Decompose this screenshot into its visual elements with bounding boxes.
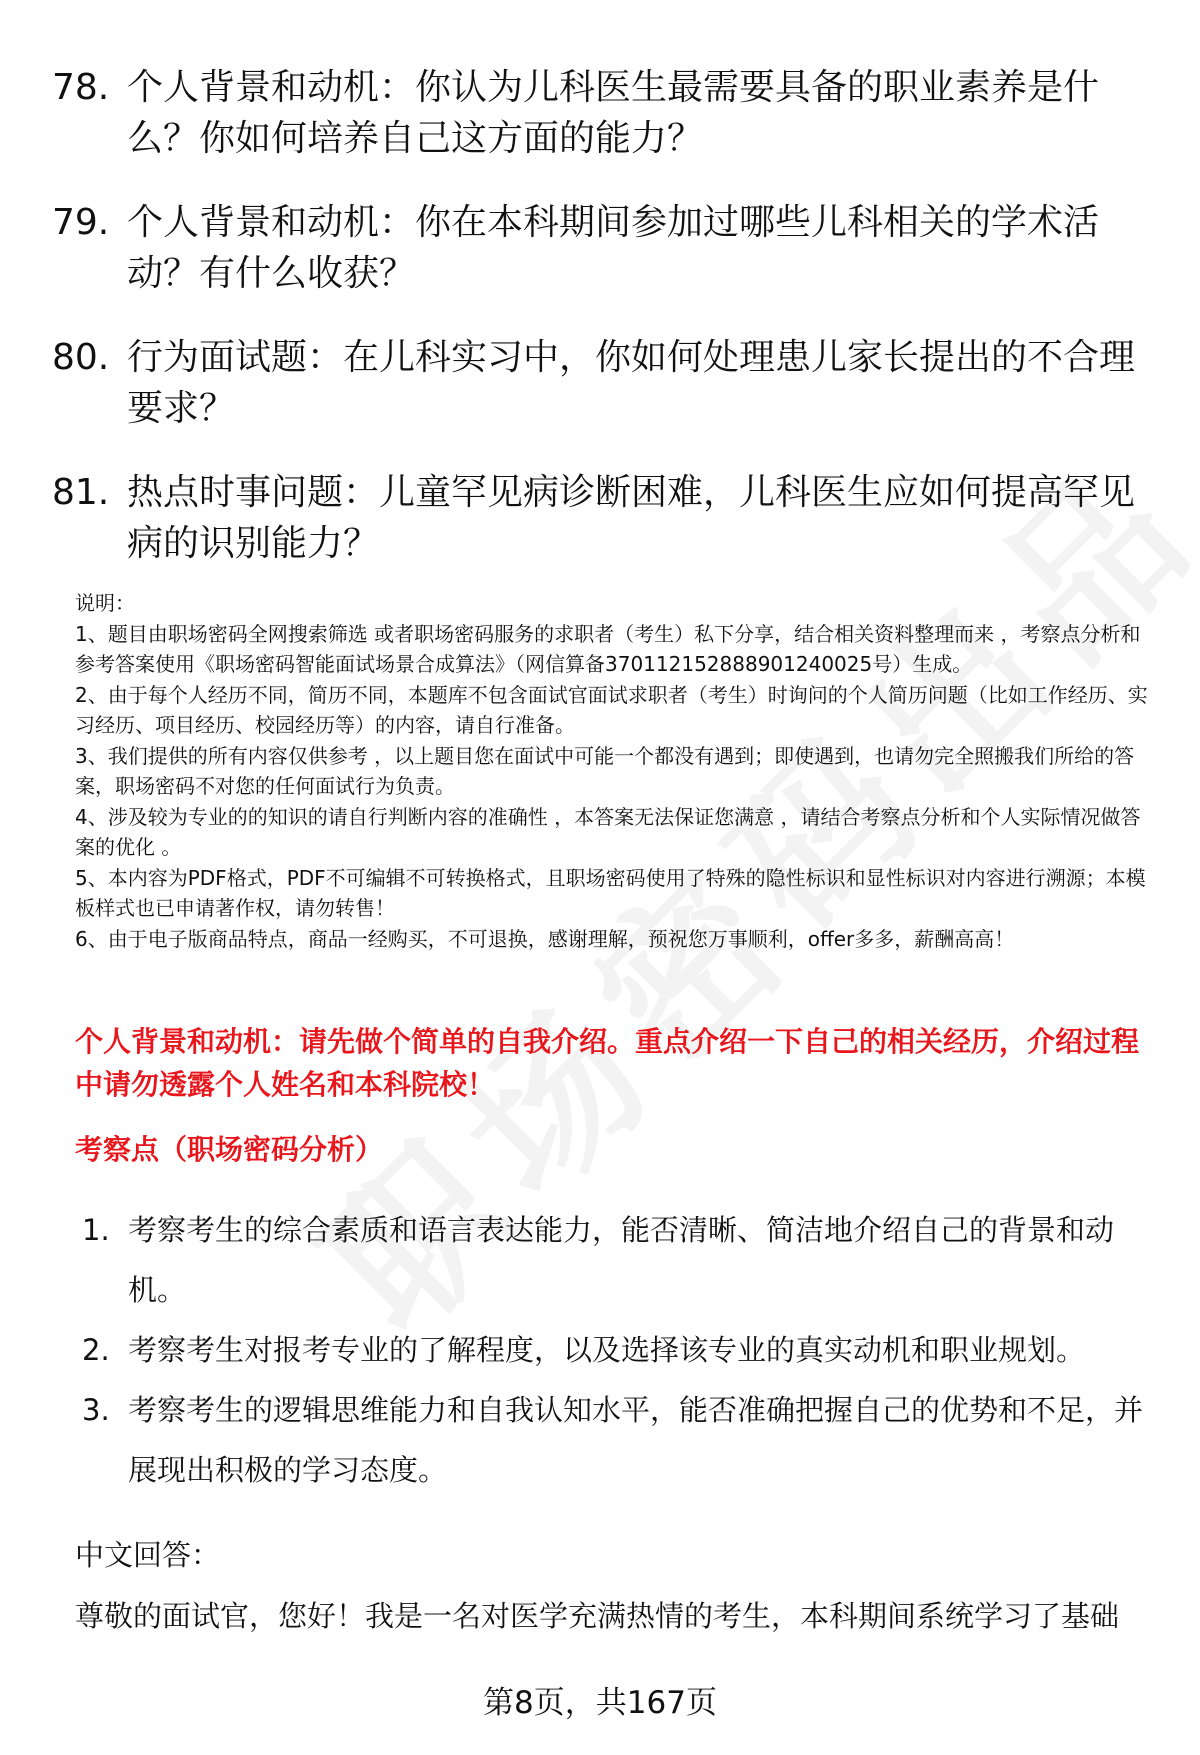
question-text: 热点时事问题：儿童罕见病诊断困难，儿科医生应如何提高罕见病的识别能力？	[127, 472, 1136, 564]
question-list	[52, 62, 1162, 602]
note-item: 1、题目由职场密码全网搜索筛选 或者职场密码服务的求职者（考生）私下分享，结合相关资料整理而来 ，考察点分析和参考答案使用《职场密码智能面试场景合成算法》（网信算备370112152888901240025号）生成。	[75, 621, 1141, 676]
point-number: 2.	[82, 1333, 110, 1367]
point-number: 3.	[82, 1393, 110, 1427]
answer-label: 中文回答：	[75, 1538, 221, 1572]
note-item: 3、我们提供的所有内容仅供参考 ，以上题目您在面试中可能一个都没有遇到；即使遇到，也请勿完全照搬我们所给的答案，职场密码不对您的任何面试行为负责。	[75, 743, 1135, 798]
question-item	[52, 467, 1162, 569]
note-item: 4、涉及较为专业的的知识的请自行判断内容的准确性 ，本答案无法保证您满意 ，请结合考察点分析和个人实际情况做答案的优化 。	[75, 804, 1141, 859]
question-number: 80.	[52, 337, 110, 378]
question-item	[52, 197, 1162, 299]
question-text: 行为面试题：在儿科实习中，你如何处理患儿家长提出的不合理要求？	[127, 337, 1136, 429]
notes-heading: 说明：	[75, 591, 135, 615]
note-item: 6、由于电子版商品特点，商品一经购买，不可退换，感谢理解，预祝您万事顺利，offer多多，薪酬高高！	[75, 926, 1015, 951]
point-item	[82, 1200, 1162, 1320]
point-text: 考察考生的逻辑思维能力和自我认知水平，能否准确把握自己的优势和不足，并展现出积极的学习态度。	[128, 1393, 1144, 1487]
question-text: 个人背景和动机：你在本科期间参加过哪些儿科相关的学术活动？有什么收获？	[127, 202, 1100, 294]
disclaimer-notes	[75, 588, 1155, 954]
point-text: 考察考生对报考专业的了解程度，以及选择该专业的真实动机和职业规划。	[128, 1333, 1086, 1367]
section-title: 个人背景和动机：请先做个简单的自我介绍。重点介绍一下自己的相关经历，介绍过程中请勿透露个人姓名和本科院校！	[75, 1025, 1140, 1101]
question-item	[52, 62, 1162, 164]
question-number: 81.	[52, 472, 110, 513]
question-item	[52, 332, 1162, 434]
subsection-title: 考察点（职场密码分析）	[75, 1133, 384, 1166]
page-footer: 第8页，共167页	[483, 1685, 717, 1721]
point-item	[82, 1320, 1162, 1380]
point-text: 考察考生的综合素质和语言表达能力，能否清晰、简洁地介绍自己的背景和动机。	[128, 1213, 1115, 1307]
point-item	[82, 1380, 1162, 1500]
answer-text: 尊敬的面试官，您好！我是一名对医学充满热情的考生，本科期间系统学习了基础	[75, 1599, 1120, 1633]
question-number: 79.	[52, 202, 110, 243]
assessment-points	[82, 1200, 1162, 1500]
note-item: 5、本内容为PDF格式，PDF不可编辑不可转换格式，且职场密码使用了特殊的隐性标识和显性标识对内容进行溯源；本模板样式也已申请著作权，请勿转售！	[75, 865, 1146, 920]
question-number: 78.	[52, 67, 110, 108]
point-number: 1.	[82, 1213, 110, 1247]
note-item: 2、由于每个人经历不同，简历不同，本题库不包含面试官面试求职者（考生）时询问的个人简历问题（比如工作经历、实习经历、项目经历、校园经历等）的内容，请自行准备。	[75, 682, 1148, 737]
question-text: 个人背景和动机：你认为儿科医生最需要具备的职业素养是什么？你如何培养自己这方面的能力？	[127, 67, 1100, 159]
